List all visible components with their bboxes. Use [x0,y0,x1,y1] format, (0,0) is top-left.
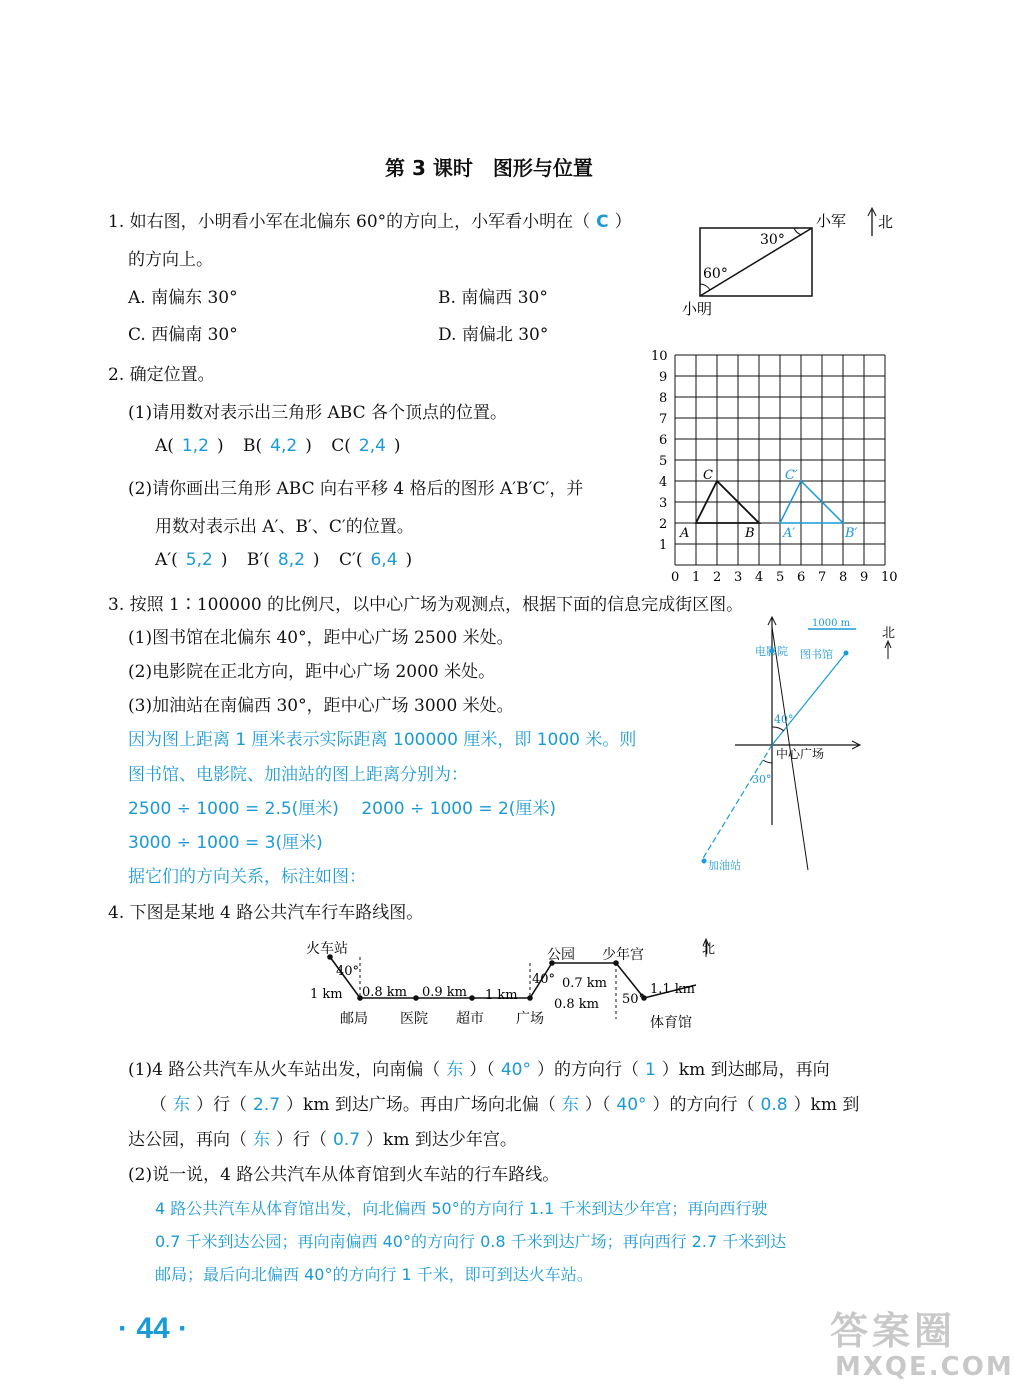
stop-hospital [413,995,419,1001]
map-library-point [844,651,849,656]
q4-s1-line1: (1)4 路公共汽车从火车站出发，向南偏（ 东 ）（ 40° ）的方向行（ 1 ）km 到达邮局，再向 [128,1060,830,1080]
x-tick-label: 4 [755,570,764,585]
q3-answer-3: 2500 ÷ 1000 = 2.5(厘米) 2000 ÷ 1000 = 2(厘米) [128,799,557,819]
vertex-b2-label: B′ [845,526,858,541]
map-gas-line [702,745,772,860]
route-d6: 0.7 km [562,976,608,991]
q1-angle-30: 30° [760,232,785,248]
route-market: 超市 [456,1011,484,1027]
y-tick-label: 8 [659,391,668,406]
y-tick-label: 1 [659,538,668,553]
q2-pairs2: A′( 5,2 ) B′( 8,2 ) C′( 6,4 ) [155,550,413,570]
map-angle-40-label: 40° [774,713,794,726]
q4-ans-7: 40° [616,1095,647,1115]
y-tick-label: 9 [659,370,668,385]
q2-answer-c2: 6,4 [370,550,398,570]
x-tick-label: 7 [818,570,827,585]
q4-s1-line2: （ 东 ）行（ 2.7 ）km 到达广场。再由广场向北偏（ 东 ）（ 40° ）的方向行（ 0.8 ）km 到 [150,1095,860,1115]
y-tick-label: 2 [659,517,668,532]
y-tick-label: 6 [659,433,668,448]
vertex-c-label: C [703,468,713,483]
q1-xiaojun-label: 小军 [816,212,847,230]
q2-answer-c: 2,4 [358,436,386,456]
route-square: 广场 [516,1011,544,1027]
q4-ans-9: 东 [253,1130,270,1150]
q2-answer-b: 4,2 [270,436,298,456]
q4-ans-10: 0.7 [333,1130,361,1150]
q3-answer-4: 3000 ÷ 1000 = 3(厘米) [128,833,323,853]
map-scale-label: 1000 m [812,618,851,629]
y-tick-label: 5 [659,454,668,469]
q1-angle-60: 60° [703,266,728,282]
q2-answer-b2: 8,2 [277,550,305,570]
map-gas-label: 加油站 [708,859,741,872]
vertex-c2-label: C′ [785,468,798,483]
q2-head: 2. 确定位置。 [108,365,215,385]
route-gym: 体育馆 [650,1015,692,1031]
route-d7: 1.1 km [650,982,696,997]
x-tick-label: 8 [839,570,848,585]
q3-street-map [700,615,900,880]
x-tick-label: 5 [776,570,785,585]
y-tick-label: 7 [659,412,668,427]
y-tick-label: 10 [651,349,668,364]
map-angle-40-arc [772,727,784,731]
q1-rectangle-figure [670,200,900,325]
q3-info-3: (3)加油站在南偏西 30°，距中心广场 3000 米处。 [128,696,514,716]
q1-north-label: 北 [878,213,894,231]
x-tick-label: 6 [797,570,806,585]
q1-diagonal [700,228,812,296]
page-number: · 44 · [118,1312,189,1345]
q4-ans-6: 东 [561,1095,579,1115]
route-d1: 1 km [310,987,343,1002]
x-tick-label: 1 [692,570,701,585]
x-tick-label: 9 [860,570,869,585]
vertex-a-label: A [680,526,690,541]
route-angle-3: 50° [622,992,646,1007]
q3-info-2: (2)电影院在正北方向，距中心广场 2000 米处。 [128,662,496,682]
q2-answer-a: 1,2 [181,436,209,456]
q4-ans-3: 1 [644,1060,656,1080]
x-tick-label: 0 [671,570,680,585]
watermark-url: MXQE.COM [835,1352,1014,1382]
q4-s2-answer-2: 0.7 千米到达公园；再向南偏西 40°的方向行 0.8 千米到达广场；再向西行 2.7 千米到达 [155,1232,787,1251]
q4-s2-question: (2)说一说，4 路公共汽车从体育馆到火车站的行车路线。 [128,1165,560,1185]
q4-s2-answer-3: 邮局；最后向北偏西 40°的方向行 1 千米，即可到达火车站。 [155,1265,593,1284]
q1-option-c: C. 西偏南 30° [128,325,238,345]
q3-info-1: (1)图书馆在北偏东 40°，距中心广场 2500 米处。 [128,628,514,648]
route-angle-1: 40° [336,964,360,979]
vertex-b-label: B [745,526,755,541]
q1-stem-2: 的方向上。 [128,250,213,270]
map-angle-30-label: 30° [752,773,772,786]
route-d2: 0.8 km [362,985,408,1000]
q4-ans-4: 东 [173,1095,190,1115]
q4-s1-line3: 达公园，再向（ 东 ）行（ 0.7 ）km 到达少年宫。 [128,1130,517,1150]
route-park: 公园 [547,947,575,963]
q4-route-map [300,935,720,1035]
route-d5: 0.8 km [554,997,600,1012]
route-north-label: 北 [702,942,716,957]
y-tick-label: 4 [659,475,668,490]
q4-ans-1: 东 [446,1060,464,1080]
q1-option-a: A. 南偏东 30° [128,288,238,308]
q3-answer-1: 因为图上距离 1 厘米表示实际距离 100000 厘米，即 1000 米。则 [128,730,637,750]
y-tick-label: 3 [659,496,668,511]
q2-pairs1: A( 1,2 ) B( 4,2 ) C( 2,4 ) [155,436,401,456]
x-tick-label: 10 [881,570,898,585]
map-north-label: 北 [882,626,896,641]
q4-ans-8: 0.8 [760,1095,788,1115]
q3-head: 3. 按照 1∶100000 的比例尺，以中心广场为观测点，根据下面的信息完成街区图。 [108,595,744,615]
q2-answer-a2: 5,2 [185,550,213,570]
route-d3: 0.9 km [422,985,468,1000]
watermark-logo: 答案圈 [830,1309,957,1353]
route-station: 火车站 [306,941,348,957]
q2-part2-line2: 用数对表示出 A′、B′、C′的位置。 [155,517,414,537]
q1-stem: 1. 如右图，小明看小军在北偏东 60°的方向上，小军看小明在（ C ） [108,212,632,232]
q2-part2-line1: (2)请你画出三角形 ABC 向右平移 4 格后的图形 A′B′C′，并 [128,479,584,499]
map-library-label: 图书馆 [800,648,833,661]
grid-tick-labels [651,349,898,585]
route-youth: 少年宫 [602,947,644,963]
route-post: 邮局 [340,1011,368,1027]
x-tick-label: 2 [713,570,722,585]
q1-angle-arc-bottom [700,284,710,290]
route-angle-2: 40° [532,972,556,987]
q1-xiaoming-label: 小明 [682,300,713,318]
q2-part1: (1)请用数对表示出三角形 ABC 各个顶点的位置。 [128,403,507,423]
q3-answer-2: 图书馆、电影院、加油站的图上距离分别为： [128,765,468,785]
vertex-a2-label: A′ [783,526,796,541]
q1-option-d: D. 南偏北 30° [438,325,549,345]
q3-answer-5: 据它们的方向关系，标注如图： [128,867,366,887]
map-gas-point [702,859,707,864]
map-center-label: 中心广场 [776,747,825,761]
stop-market [469,995,475,1001]
q4-ans-5: 2.7 [253,1095,281,1115]
q4-s2-answer-1: 4 路公共汽车从体育馆出发，向北偏西 50°的方向行 1.1 千米到达少年宫；再向西行驶 [155,1199,768,1218]
map-cinema-label: 电影院 [755,645,788,658]
q1-answer: C [596,212,609,232]
page-title: 第 3 课时 图形与位置 [385,156,593,180]
route-d4: 1 km [485,988,518,1003]
q4-ans-2: 40° [500,1060,531,1080]
q2-grid-figure [645,345,898,590]
x-tick-label: 3 [734,570,743,585]
q1-option-b: B. 南偏西 30° [438,288,548,308]
route-hospital: 医院 [400,1011,428,1027]
q4-head: 4. 下图是某地 4 路公共汽车行车路线图。 [108,903,424,923]
map-angle-30-arc [763,760,772,763]
